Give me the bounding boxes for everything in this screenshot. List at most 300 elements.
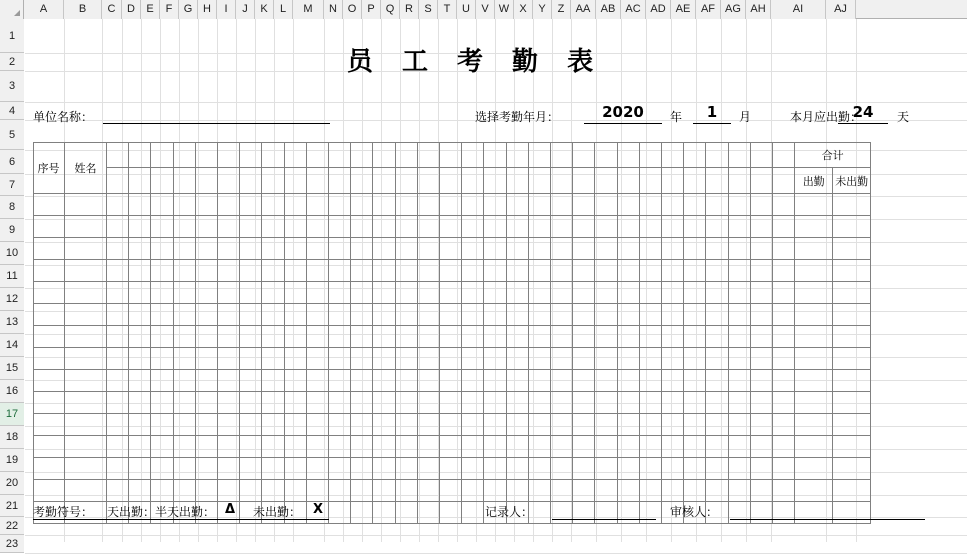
table-cell-day[interactable] (351, 304, 373, 326)
table-cell-name[interactable] (65, 260, 107, 282)
table-cell-day[interactable] (573, 238, 595, 260)
table-header-day-top-23[interactable] (595, 142, 617, 168)
table-cell-day[interactable] (440, 326, 462, 348)
table-header-day-9[interactable] (285, 168, 307, 194)
table-cell-day[interactable] (285, 238, 307, 260)
table-cell-day[interactable] (129, 436, 151, 458)
table-cell-absent[interactable] (833, 216, 871, 238)
row-header-11[interactable]: 11 (0, 265, 24, 288)
column-header-ag[interactable]: AG (721, 0, 746, 19)
table-cell-absent[interactable] (833, 304, 871, 326)
table-cell-day[interactable] (396, 194, 418, 216)
column-header-d[interactable]: D (122, 0, 141, 19)
table-cell-day[interactable] (618, 238, 640, 260)
table-cell-day[interactable] (595, 502, 617, 524)
table-cell-day[interactable] (351, 436, 373, 458)
table-cell-day[interactable] (773, 392, 795, 414)
table-cell-day[interactable] (618, 370, 640, 392)
table-cell-name[interactable] (65, 392, 107, 414)
table-cell-day[interactable] (462, 502, 484, 524)
table-cell-seq[interactable] (33, 480, 65, 502)
table-cell-day[interactable] (262, 392, 284, 414)
table-header-day-3[interactable] (151, 168, 173, 194)
table-cell-present[interactable] (795, 436, 833, 458)
table-cell-day[interactable] (351, 480, 373, 502)
table-cell-day[interactable] (351, 326, 373, 348)
grid-area[interactable] (25, 19, 967, 542)
table-cell-day[interactable] (529, 216, 551, 238)
table-cell-day[interactable] (573, 392, 595, 414)
table-cell-day[interactable] (240, 480, 262, 502)
table-cell-day[interactable] (129, 194, 151, 216)
table-cell-day[interactable] (662, 260, 684, 282)
table-cell-day[interactable] (529, 392, 551, 414)
table-cell-day[interactable] (174, 326, 196, 348)
table-cell-day[interactable] (129, 414, 151, 436)
table-header-day-24[interactable] (618, 168, 640, 194)
table-cell-day[interactable] (396, 480, 418, 502)
table-cell-day[interactable] (174, 414, 196, 436)
unit-name-input[interactable] (103, 123, 330, 124)
table-cell-day[interactable] (262, 480, 284, 502)
table-cell-day[interactable] (551, 304, 573, 326)
table-cell-day[interactable] (440, 458, 462, 480)
table-cell-name[interactable] (65, 414, 107, 436)
table-cell-seq[interactable] (33, 414, 65, 436)
table-cell-present[interactable] (795, 194, 833, 216)
table-cell-day[interactable] (196, 238, 218, 260)
table-cell-day[interactable] (551, 238, 573, 260)
column-header-n[interactable]: N (324, 0, 343, 19)
table-cell-day[interactable] (773, 216, 795, 238)
table-cell-day[interactable] (640, 282, 662, 304)
table-cell-day[interactable] (462, 194, 484, 216)
table-cell-absent[interactable] (833, 260, 871, 282)
table-cell-day[interactable] (684, 304, 706, 326)
table-cell-day[interactable] (329, 458, 351, 480)
column-header-g[interactable]: G (179, 0, 198, 19)
table-cell-day[interactable] (773, 326, 795, 348)
table-cell-day[interactable] (573, 260, 595, 282)
table-cell-present[interactable] (795, 348, 833, 370)
table-cell-day[interactable] (107, 458, 129, 480)
table-cell-name[interactable] (65, 370, 107, 392)
table-cell-day[interactable] (262, 216, 284, 238)
row-header-15[interactable]: 15 (0, 357, 24, 380)
table-cell-day[interactable] (640, 238, 662, 260)
table-header-day-top-18[interactable] (484, 142, 506, 168)
table-header-day-top-10[interactable] (307, 142, 329, 168)
column-header-l[interactable]: L (274, 0, 293, 19)
table-cell-day[interactable] (484, 348, 506, 370)
table-cell-day[interactable] (107, 260, 129, 282)
table-cell-day[interactable] (751, 392, 773, 414)
table-cell-day[interactable] (684, 370, 706, 392)
table-header-day-19[interactable] (507, 168, 529, 194)
table-cell-day[interactable] (440, 414, 462, 436)
table-cell-day[interactable] (551, 458, 573, 480)
table-cell-present[interactable] (795, 238, 833, 260)
required-days-value[interactable]: 24 (852, 103, 874, 121)
table-cell-day[interactable] (373, 282, 395, 304)
table-cell-day[interactable] (751, 260, 773, 282)
table-cell-day[interactable] (484, 436, 506, 458)
column-header-w[interactable]: W (495, 0, 514, 19)
month-value[interactable]: 1 (706, 103, 718, 121)
table-cell-day[interactable] (662, 348, 684, 370)
table-cell-day[interactable] (307, 370, 329, 392)
table-cell-day[interactable] (351, 370, 373, 392)
row-header-10[interactable]: 10 (0, 242, 24, 265)
table-cell-day[interactable] (529, 480, 551, 502)
table-cell-day[interactable] (529, 348, 551, 370)
table-cell-day[interactable] (151, 436, 173, 458)
table-cell-day[interactable] (595, 392, 617, 414)
table-cell-name[interactable] (65, 282, 107, 304)
table-cell-day[interactable] (174, 304, 196, 326)
row-header-3[interactable]: 3 (0, 71, 24, 102)
table-cell-day[interactable] (107, 238, 129, 260)
table-header-day-13[interactable] (373, 168, 395, 194)
table-header-day-top-15[interactable] (418, 142, 440, 168)
table-cell-day[interactable] (462, 348, 484, 370)
table-cell-day[interactable] (462, 370, 484, 392)
table-cell-day[interactable] (174, 216, 196, 238)
table-cell-day[interactable] (418, 216, 440, 238)
table-cell-day[interactable] (418, 238, 440, 260)
table-cell-day[interactable] (706, 282, 728, 304)
table-cell-day[interactable] (151, 348, 173, 370)
table-cell-day[interactable] (129, 348, 151, 370)
table-cell-day[interactable] (351, 194, 373, 216)
table-cell-day[interactable] (262, 194, 284, 216)
table-cell-day[interactable] (151, 282, 173, 304)
table-cell-absent[interactable] (833, 194, 871, 216)
table-header-day-11[interactable] (329, 168, 351, 194)
table-cell-day[interactable] (551, 370, 573, 392)
table-cell-day[interactable] (174, 194, 196, 216)
table-header-day-top-21[interactable] (551, 142, 573, 168)
table-cell-day[interactable] (373, 392, 395, 414)
table-cell-day[interactable] (729, 216, 751, 238)
table-cell-day[interactable] (151, 326, 173, 348)
table-cell-day[interactable] (551, 260, 573, 282)
table-header-day-10[interactable] (307, 168, 329, 194)
table-cell-day[interactable] (196, 304, 218, 326)
table-cell-day[interactable] (529, 370, 551, 392)
table-cell-day[interactable] (751, 414, 773, 436)
table-cell-absent[interactable] (833, 502, 871, 524)
table-header-day-2[interactable] (129, 168, 151, 194)
table-cell-absent[interactable] (833, 370, 871, 392)
table-cell-day[interactable] (462, 304, 484, 326)
table-cell-absent[interactable] (833, 458, 871, 480)
table-header-day-1[interactable] (107, 168, 129, 194)
table-cell-day[interactable] (307, 392, 329, 414)
table-cell-day[interactable] (529, 436, 551, 458)
table-cell-day[interactable] (418, 502, 440, 524)
table-cell-day[interactable] (329, 392, 351, 414)
table-header-day-22[interactable] (573, 168, 595, 194)
row-header-20[interactable]: 20 (0, 472, 24, 495)
table-cell-name[interactable] (65, 348, 107, 370)
table-header-day-top-12[interactable] (351, 142, 373, 168)
table-cell-day[interactable] (751, 480, 773, 502)
table-cell-day[interactable] (262, 260, 284, 282)
table-header-day-8[interactable] (262, 168, 284, 194)
table-cell-day[interactable] (595, 194, 617, 216)
table-cell-day[interactable] (329, 282, 351, 304)
table-cell-day[interactable] (107, 216, 129, 238)
table-cell-day[interactable] (573, 414, 595, 436)
table-cell-day[interactable] (396, 502, 418, 524)
table-cell-name[interactable] (65, 436, 107, 458)
table-cell-day[interactable] (684, 392, 706, 414)
column-header-i[interactable]: I (217, 0, 236, 19)
column-header-c[interactable]: C (102, 0, 122, 19)
table-cell-day[interactable] (773, 238, 795, 260)
table-cell-present[interactable] (795, 260, 833, 282)
table-header-day-20[interactable] (529, 168, 551, 194)
table-cell-day[interactable] (773, 458, 795, 480)
table-cell-day[interactable] (684, 260, 706, 282)
column-header-r[interactable]: R (400, 0, 419, 19)
table-cell-day[interactable] (307, 326, 329, 348)
table-cell-day[interactable] (196, 458, 218, 480)
table-cell-day[interactable] (418, 260, 440, 282)
table-cell-day[interactable] (773, 304, 795, 326)
table-cell-day[interactable] (196, 436, 218, 458)
table-cell-day[interactable] (684, 348, 706, 370)
table-cell-day[interactable] (595, 238, 617, 260)
table-cell-day[interactable] (684, 238, 706, 260)
table-cell-day[interactable] (484, 414, 506, 436)
table-cell-absent[interactable] (833, 348, 871, 370)
table-cell-day[interactable] (751, 238, 773, 260)
table-cell-day[interactable] (129, 458, 151, 480)
column-header-e[interactable]: E (141, 0, 160, 19)
table-cell-day[interactable] (751, 326, 773, 348)
table-cell-day[interactable] (507, 392, 529, 414)
row-header-2[interactable]: 2 (0, 53, 24, 71)
table-cell-day[interactable] (285, 304, 307, 326)
table-cell-absent[interactable] (833, 238, 871, 260)
table-header-day-top-2[interactable] (129, 142, 151, 168)
row-header-6[interactable]: 6 (0, 150, 24, 174)
column-header-m[interactable]: M (293, 0, 324, 19)
table-cell-day[interactable] (240, 458, 262, 480)
table-cell-day[interactable] (662, 370, 684, 392)
table-cell-day[interactable] (396, 326, 418, 348)
table-cell-day[interactable] (529, 304, 551, 326)
table-cell-day[interactable] (729, 370, 751, 392)
table-cell-seq[interactable] (33, 370, 65, 392)
table-cell-day[interactable] (218, 216, 240, 238)
table-cell-day[interactable] (640, 304, 662, 326)
table-cell-day[interactable] (640, 348, 662, 370)
table-cell-day[interactable] (262, 436, 284, 458)
table-cell-day[interactable] (107, 436, 129, 458)
table-cell-day[interactable] (285, 282, 307, 304)
table-cell-day[interactable] (218, 238, 240, 260)
table-cell-day[interactable] (107, 326, 129, 348)
column-header-y[interactable]: Y (533, 0, 552, 19)
table-cell-day[interactable] (240, 282, 262, 304)
table-cell-day[interactable] (373, 304, 395, 326)
table-cell-day[interactable] (706, 348, 728, 370)
table-cell-day[interactable] (329, 502, 351, 524)
table-cell-day[interactable] (706, 216, 728, 238)
table-cell-present[interactable] (795, 326, 833, 348)
table-cell-day[interactable] (151, 260, 173, 282)
table-cell-day[interactable] (729, 480, 751, 502)
table-cell-day[interactable] (595, 414, 617, 436)
row-header-7[interactable]: 7 (0, 174, 24, 196)
table-cell-day[interactable] (662, 414, 684, 436)
table-cell-day[interactable] (151, 370, 173, 392)
table-header-day-top-1[interactable] (107, 142, 129, 168)
table-cell-day[interactable] (151, 480, 173, 502)
table-cell-day[interactable] (551, 326, 573, 348)
table-header-day-27[interactable] (684, 168, 706, 194)
table-cell-day[interactable] (706, 414, 728, 436)
table-cell-day[interactable] (218, 260, 240, 282)
table-cell-day[interactable] (262, 348, 284, 370)
table-cell-day[interactable] (706, 304, 728, 326)
table-cell-day[interactable] (573, 304, 595, 326)
table-cell-day[interactable] (706, 326, 728, 348)
table-cell-day[interactable] (285, 370, 307, 392)
table-cell-day[interactable] (307, 304, 329, 326)
table-cell-day[interactable] (729, 392, 751, 414)
table-cell-day[interactable] (751, 194, 773, 216)
column-header-ab[interactable]: AB (596, 0, 621, 19)
column-header-ae[interactable]: AE (671, 0, 696, 19)
table-cell-day[interactable] (285, 348, 307, 370)
table-cell-day[interactable] (107, 480, 129, 502)
table-header-day-top-22[interactable] (573, 142, 595, 168)
table-header-day-top-26[interactable] (662, 142, 684, 168)
table-cell-day[interactable] (107, 370, 129, 392)
table-cell-day[interactable] (507, 370, 529, 392)
table-cell-day[interactable] (551, 194, 573, 216)
table-cell-day[interactable] (351, 282, 373, 304)
table-cell-day[interactable] (507, 304, 529, 326)
table-cell-day[interactable] (529, 194, 551, 216)
column-header-ac[interactable]: AC (621, 0, 646, 19)
table-cell-day[interactable] (196, 370, 218, 392)
table-cell-day[interactable] (218, 348, 240, 370)
table-header-day-top-20[interactable] (529, 142, 551, 168)
table-cell-day[interactable] (462, 216, 484, 238)
table-cell-day[interactable] (507, 414, 529, 436)
table-cell-day[interactable] (484, 304, 506, 326)
table-header-day-21[interactable] (551, 168, 573, 194)
table-cell-name[interactable] (65, 238, 107, 260)
table-cell-name[interactable] (65, 194, 107, 216)
column-header-s[interactable]: S (419, 0, 438, 19)
table-cell-day[interactable] (329, 194, 351, 216)
table-cell-day[interactable] (174, 282, 196, 304)
table-cell-day[interactable] (462, 392, 484, 414)
table-cell-day[interactable] (729, 194, 751, 216)
table-cell-day[interactable] (662, 436, 684, 458)
table-cell-day[interactable] (662, 392, 684, 414)
table-cell-day[interactable] (729, 238, 751, 260)
table-cell-day[interactable] (529, 458, 551, 480)
table-cell-day[interactable] (529, 414, 551, 436)
table-cell-day[interactable] (662, 480, 684, 502)
table-cell-day[interactable] (573, 216, 595, 238)
table-cell-day[interactable] (151, 304, 173, 326)
table-cell-day[interactable] (484, 194, 506, 216)
table-cell-day[interactable] (662, 282, 684, 304)
table-cell-day[interactable] (373, 216, 395, 238)
table-cell-day[interactable] (640, 458, 662, 480)
table-cell-day[interactable] (773, 480, 795, 502)
column-header-h[interactable]: H (198, 0, 217, 19)
table-cell-day[interactable] (373, 370, 395, 392)
table-cell-day[interactable] (573, 480, 595, 502)
table-cell-day[interactable] (285, 392, 307, 414)
column-header-v[interactable]: V (476, 0, 495, 19)
table-cell-day[interactable] (262, 304, 284, 326)
table-cell-day[interactable] (706, 260, 728, 282)
table-cell-absent[interactable] (833, 480, 871, 502)
table-cell-seq[interactable] (33, 304, 65, 326)
table-cell-day[interactable] (484, 282, 506, 304)
column-header-ai[interactable]: AI (771, 0, 826, 19)
table-cell-day[interactable] (507, 348, 529, 370)
row-header-13[interactable]: 13 (0, 311, 24, 334)
table-cell-day[interactable] (751, 436, 773, 458)
table-cell-day[interactable] (240, 370, 262, 392)
row-header-5[interactable]: 5 (0, 120, 24, 150)
table-cell-day[interactable] (351, 414, 373, 436)
table-cell-day[interactable] (440, 304, 462, 326)
table-cell-day[interactable] (196, 282, 218, 304)
table-cell-day[interactable] (595, 260, 617, 282)
table-cell-day[interactable] (484, 238, 506, 260)
column-header-aa[interactable]: AA (571, 0, 596, 19)
table-cell-day[interactable] (751, 458, 773, 480)
table-cell-day[interactable] (551, 216, 573, 238)
table-cell-day[interactable] (396, 216, 418, 238)
table-header-day-16[interactable] (440, 168, 462, 194)
table-cell-day[interactable] (329, 370, 351, 392)
table-cell-day[interactable] (129, 480, 151, 502)
table-header-day-top-31[interactable] (773, 142, 795, 168)
table-cell-day[interactable] (484, 260, 506, 282)
table-cell-day[interactable] (773, 194, 795, 216)
table-cell-seq[interactable] (33, 392, 65, 414)
table-cell-day[interactable] (285, 414, 307, 436)
table-cell-day[interactable] (240, 238, 262, 260)
row-header-23[interactable]: 23 (0, 535, 24, 553)
table-cell-day[interactable] (329, 216, 351, 238)
table-header-day-6[interactable] (218, 168, 240, 194)
column-header-q[interactable]: Q (381, 0, 400, 19)
table-cell-day[interactable] (507, 282, 529, 304)
table-cell-day[interactable] (285, 216, 307, 238)
table-cell-day[interactable] (107, 392, 129, 414)
table-cell-present[interactable] (795, 502, 833, 524)
table-cell-day[interactable] (573, 502, 595, 524)
table-cell-day[interactable] (418, 436, 440, 458)
row-header-8[interactable]: 8 (0, 196, 24, 219)
table-cell-day[interactable] (729, 348, 751, 370)
table-cell-day[interactable] (729, 304, 751, 326)
